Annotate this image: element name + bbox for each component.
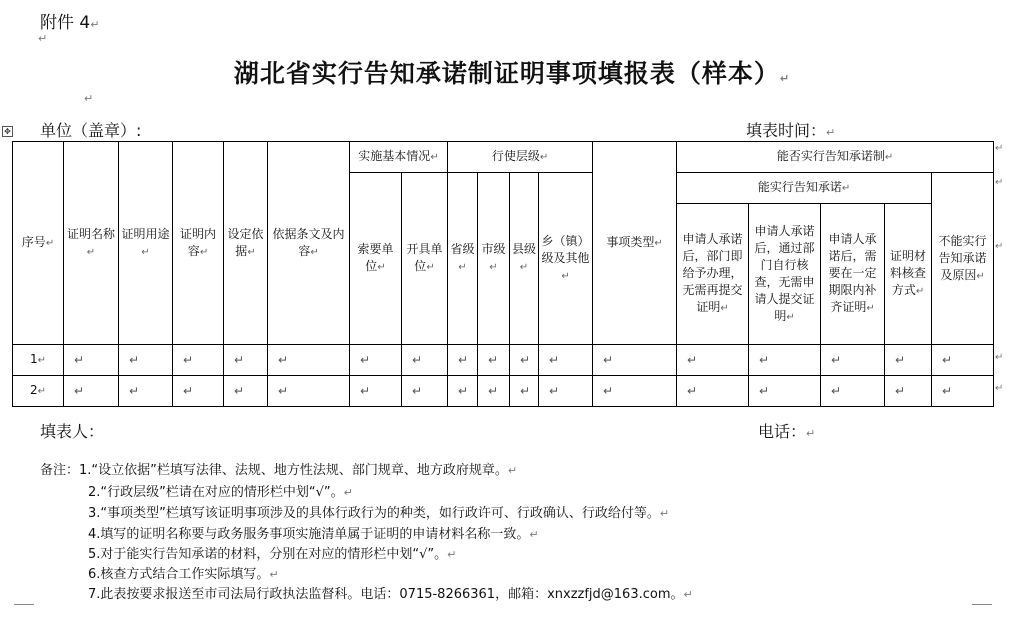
note-line: 3.“事项类型”栏填写该证明事项涉及的具体行政行为的种类，如行政许可、行政确认、行政给付等。↵ — [88, 506, 670, 521]
unit-seal-label: 单位（盖章）: — [40, 121, 142, 140]
page-corner-mark — [972, 604, 992, 613]
note-line: 5.对于能实行告知承诺的材料，分别在对应的情形栏中划“√”。↵ — [88, 547, 457, 562]
table-cell[interactable]: ↵ — [173, 345, 224, 376]
note-line: 7.此表按要求报送至市司法局行政执法监督科。电话：0715-8266361，邮箱：xnxzzfjd@163.com。↵ — [88, 587, 693, 602]
table-cell[interactable]: ↵ — [593, 345, 677, 376]
header-cert-use: 证明用途↵ — [119, 142, 173, 345]
table-cell[interactable]: ↵ — [64, 345, 119, 376]
table-cell[interactable]: ↵ — [350, 376, 402, 407]
header-province: 省级↵ — [448, 173, 478, 345]
report-form-table — [12, 141, 994, 407]
header-option-3: 申请人承诺后，需要在一定期限内补齐证明↵ — [821, 204, 885, 345]
table-cell[interactable]: ↵ — [478, 345, 510, 376]
header-county: 县级↵ — [510, 173, 539, 345]
table-cell[interactable]: ↵ — [224, 376, 268, 407]
table-cell[interactable]: ↵ — [677, 345, 749, 376]
table-move-handle-icon[interactable]: ✥ — [2, 126, 13, 137]
table-cell[interactable]: ↵ — [268, 376, 350, 407]
fill-time-label: 填表时间：↵ — [746, 121, 836, 140]
paragraph-mark: ↵ — [84, 92, 94, 105]
header-basis-text: 依据条文及内容↵ — [268, 142, 350, 345]
table-row — [13, 376, 994, 407]
table-cell[interactable]: ↵ — [448, 376, 478, 407]
row-seq[interactable]: 2↵ — [13, 376, 64, 407]
table-cell[interactable]: ↵ — [268, 345, 350, 376]
group-can-commit-yes: 能实行告知承诺↵ — [677, 173, 932, 204]
note-line: 4.填写的证明名称要与政务服务事项实施清单属于证明的申请材料名称一致。↵ — [88, 527, 539, 542]
header-requirer: 索要单位↵ — [350, 173, 402, 345]
table-cell[interactable]: ↵ — [539, 345, 593, 376]
table-cell[interactable]: ↵ — [350, 345, 402, 376]
paragraph-mark: ↵ — [38, 32, 48, 45]
table-cell[interactable]: ↵ — [119, 376, 173, 407]
table-cell[interactable]: ↵ — [749, 376, 821, 407]
table-cell[interactable]: ↵ — [821, 376, 885, 407]
table-cell[interactable]: ↵ — [64, 376, 119, 407]
table-cell[interactable]: ↵ — [119, 345, 173, 376]
table-cell[interactable]: ↵ — [478, 376, 510, 407]
table-cell[interactable]: ↵ — [593, 376, 677, 407]
attachment-label: 附件 4↵ — [40, 13, 100, 33]
header-option-1: 申请人承诺后，部门即给予办理，无需再提交证明↵ — [677, 204, 749, 345]
table-cell[interactable]: ↵ — [510, 345, 539, 376]
table-row — [13, 345, 994, 376]
header-city: 市级↵ — [478, 173, 510, 345]
header-basis: 设定依据↵ — [224, 142, 268, 345]
note-line: 6.核查方式结合工作实际填写。↵ — [88, 567, 279, 582]
phone-label: 电话：↵ — [758, 422, 816, 441]
table-cell[interactable]: ↵ — [402, 345, 448, 376]
table-cell[interactable]: ↵ — [448, 345, 478, 376]
header-cannot-commit: 不能实行告知承诺及原因↵ — [932, 173, 994, 345]
table-cell[interactable]: ↵ — [224, 345, 268, 376]
header-verify-method: 证明材料核查方式↵ — [885, 204, 932, 345]
table-cell[interactable]: ↵ — [932, 345, 994, 376]
row-seq[interactable]: 1↵ — [13, 345, 64, 376]
header-item-type: 事项类型↵ — [593, 142, 677, 345]
page-corner-mark — [14, 604, 34, 613]
header-town: 乡（镇）级及其他↵ — [539, 173, 593, 345]
table-cell[interactable]: ↵ — [885, 345, 932, 376]
table-cell[interactable]: ↵ — [402, 376, 448, 407]
group-implementation: 实施基本情况↵ — [350, 142, 448, 173]
note-line: 备注：1.“设立依据”栏填写法律、法规、地方性法规、部门规章、地方政府规章。↵ — [40, 463, 518, 478]
table-cell[interactable]: ↵ — [510, 376, 539, 407]
table-cell[interactable]: ↵ — [885, 376, 932, 407]
table-cell[interactable]: ↵ — [932, 376, 994, 407]
document-title: 湖北省实行告知承诺制证明事项填报表（样本）↵ — [233, 59, 791, 88]
note-line: 2.“行政层级”栏请在对应的情形栏中划“√”。↵ — [88, 485, 353, 500]
table-cell[interactable]: ↵ — [539, 376, 593, 407]
header-cert-content: 证明内容↵ — [173, 142, 224, 345]
header-cert-name: 证明名称↵ — [64, 142, 119, 345]
table-cell[interactable]: ↵ — [749, 345, 821, 376]
header-issuer: 开具单位↵ — [402, 173, 448, 345]
filler-label: 填表人： — [40, 422, 105, 441]
header-option-2: 申请人承诺后，通过部门自行核查，无需申请人提交证明↵ — [749, 204, 821, 345]
group-can-commit: 能否实行告知承诺制↵ — [677, 142, 994, 173]
header-seq: 序号↵ — [13, 142, 64, 345]
group-exercise-level: 行使层级↵ — [448, 142, 593, 173]
table-cell[interactable]: ↵ — [173, 376, 224, 407]
table-cell[interactable]: ↵ — [821, 345, 885, 376]
table-cell[interactable]: ↵ — [677, 376, 749, 407]
